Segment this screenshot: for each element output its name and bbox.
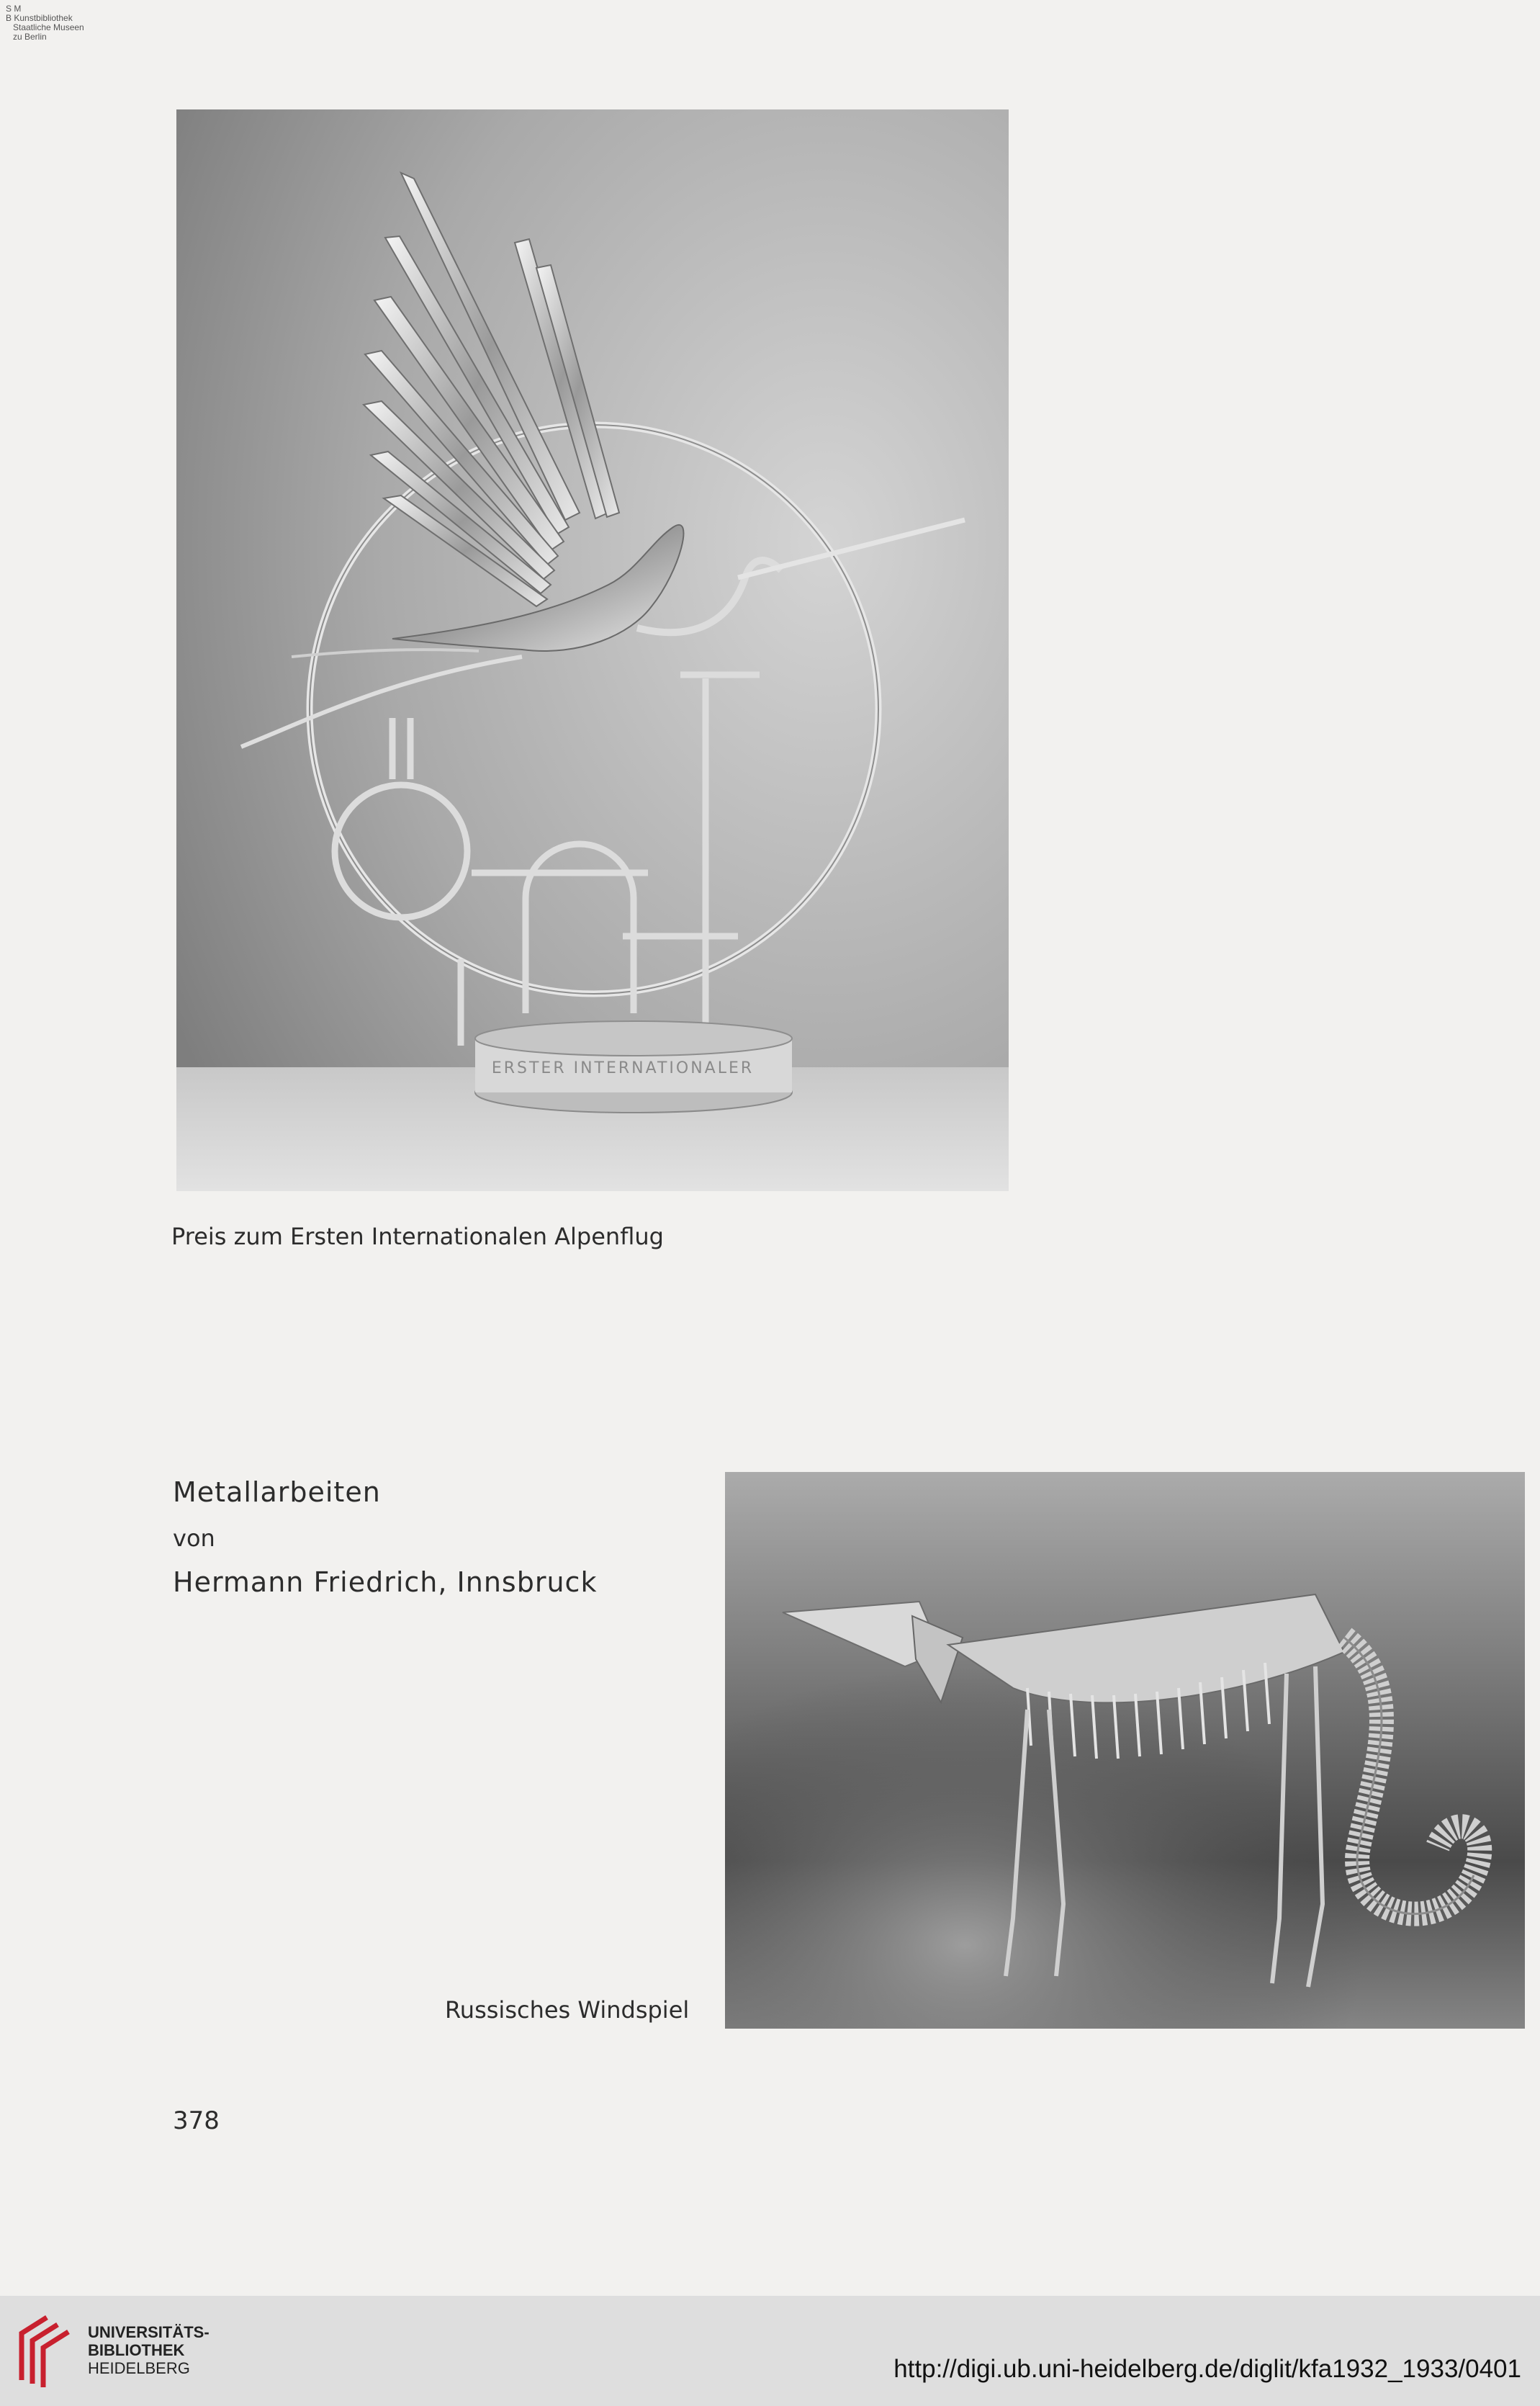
stamp-line: S M [6, 4, 22, 14]
base-inscription: ERSTER INTERNATIONALER [491, 1059, 755, 1077]
footer-bar [0, 2296, 1540, 2406]
section-title: Metallarbeiten [173, 1476, 381, 1508]
library-name-line: UNIVERSITÄTS- [88, 2323, 210, 2341]
stamp-line: B Kunstbibliothek [6, 13, 73, 23]
section-author: Hermann Friedrich, Innsbruck [173, 1566, 598, 1598]
source-url[interactable]: http://digi.ub.uni-heidelberg.de/diglit/kfa1932_1933/0401 [893, 2355, 1521, 2383]
stamp-line: zu Berlin [13, 32, 47, 42]
library-name-line: HEIDELBERG [88, 2359, 190, 2377]
page-number: 378 [173, 2106, 220, 2135]
library-name [88, 2323, 210, 2377]
trophy-photo [176, 109, 1009, 1191]
library-logo-icon [14, 2312, 72, 2391]
trophy-caption: Preis zum Ersten Internationalen Alpenflug [171, 1223, 664, 1250]
library-name-line: BIBLIOTHEK [88, 2341, 185, 2359]
greyhound-photo [725, 1472, 1525, 2029]
stamp-line: Staatliche Museen [13, 22, 84, 32]
greyhound-caption: Russisches Windspiel [445, 1996, 690, 2024]
library-stamp [6, 4, 84, 42]
section-von: von [173, 1525, 215, 1552]
